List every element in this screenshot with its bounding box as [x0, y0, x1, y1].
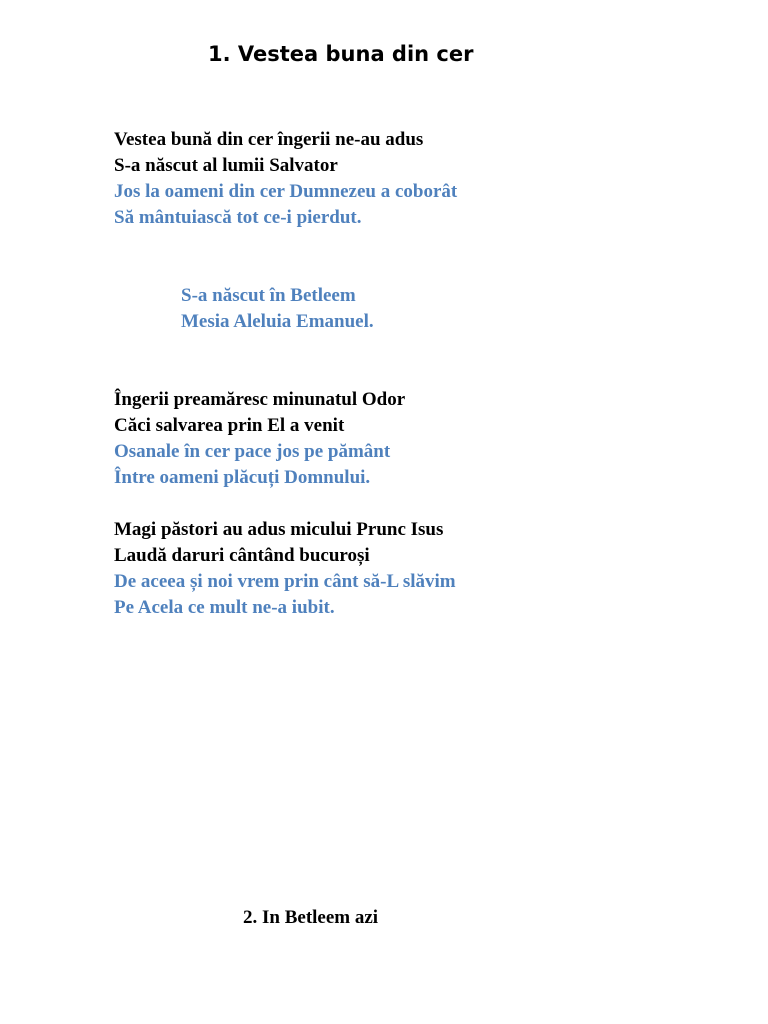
verse-line: De aceea și noi vrem prin cânt să-L slăvim [114, 571, 456, 592]
refrain-line: Mesia Aleluia Emanuel. [181, 311, 374, 332]
verse-line: Căci salvarea prin El a venit [114, 415, 345, 436]
song-2-title-text: . In Betleem azi [252, 907, 379, 928]
verse-line: Să mântuiască tot ce-i pierdut. [114, 207, 362, 228]
refrain-line: S-a născut în Betleem [181, 285, 356, 306]
verse-line: Între oameni plăcuți Domnului. [114, 467, 371, 488]
verse-2 [114, 387, 405, 491]
verse-line: Pe Acela ce mult ne-a iubit. [114, 597, 335, 618]
verse-line: Vestea bună din cer îngerii ne-au adus [114, 129, 424, 150]
verse-1 [114, 127, 457, 231]
verse-3 [114, 517, 456, 621]
song-2-title [243, 907, 378, 929]
verse-line: S-a născut al lumii Salvator [114, 155, 338, 176]
verse-line: Jos la oameni din cer Dumnezeu a coborât [114, 181, 458, 202]
refrain [181, 283, 374, 335]
verse-line: Osanale în cer pace jos pe pământ [114, 441, 391, 462]
song-2-number: 2 [243, 907, 253, 928]
verse-line: Laudă daruri cântând bucuroși [114, 545, 370, 566]
song-title: 1. Vestea buna din cer [208, 42, 474, 66]
verse-line: Magi păstori au adus micului Prunc Isus [114, 519, 444, 540]
verse-line: Îngerii preamăresc minunatul Odor [114, 389, 406, 410]
